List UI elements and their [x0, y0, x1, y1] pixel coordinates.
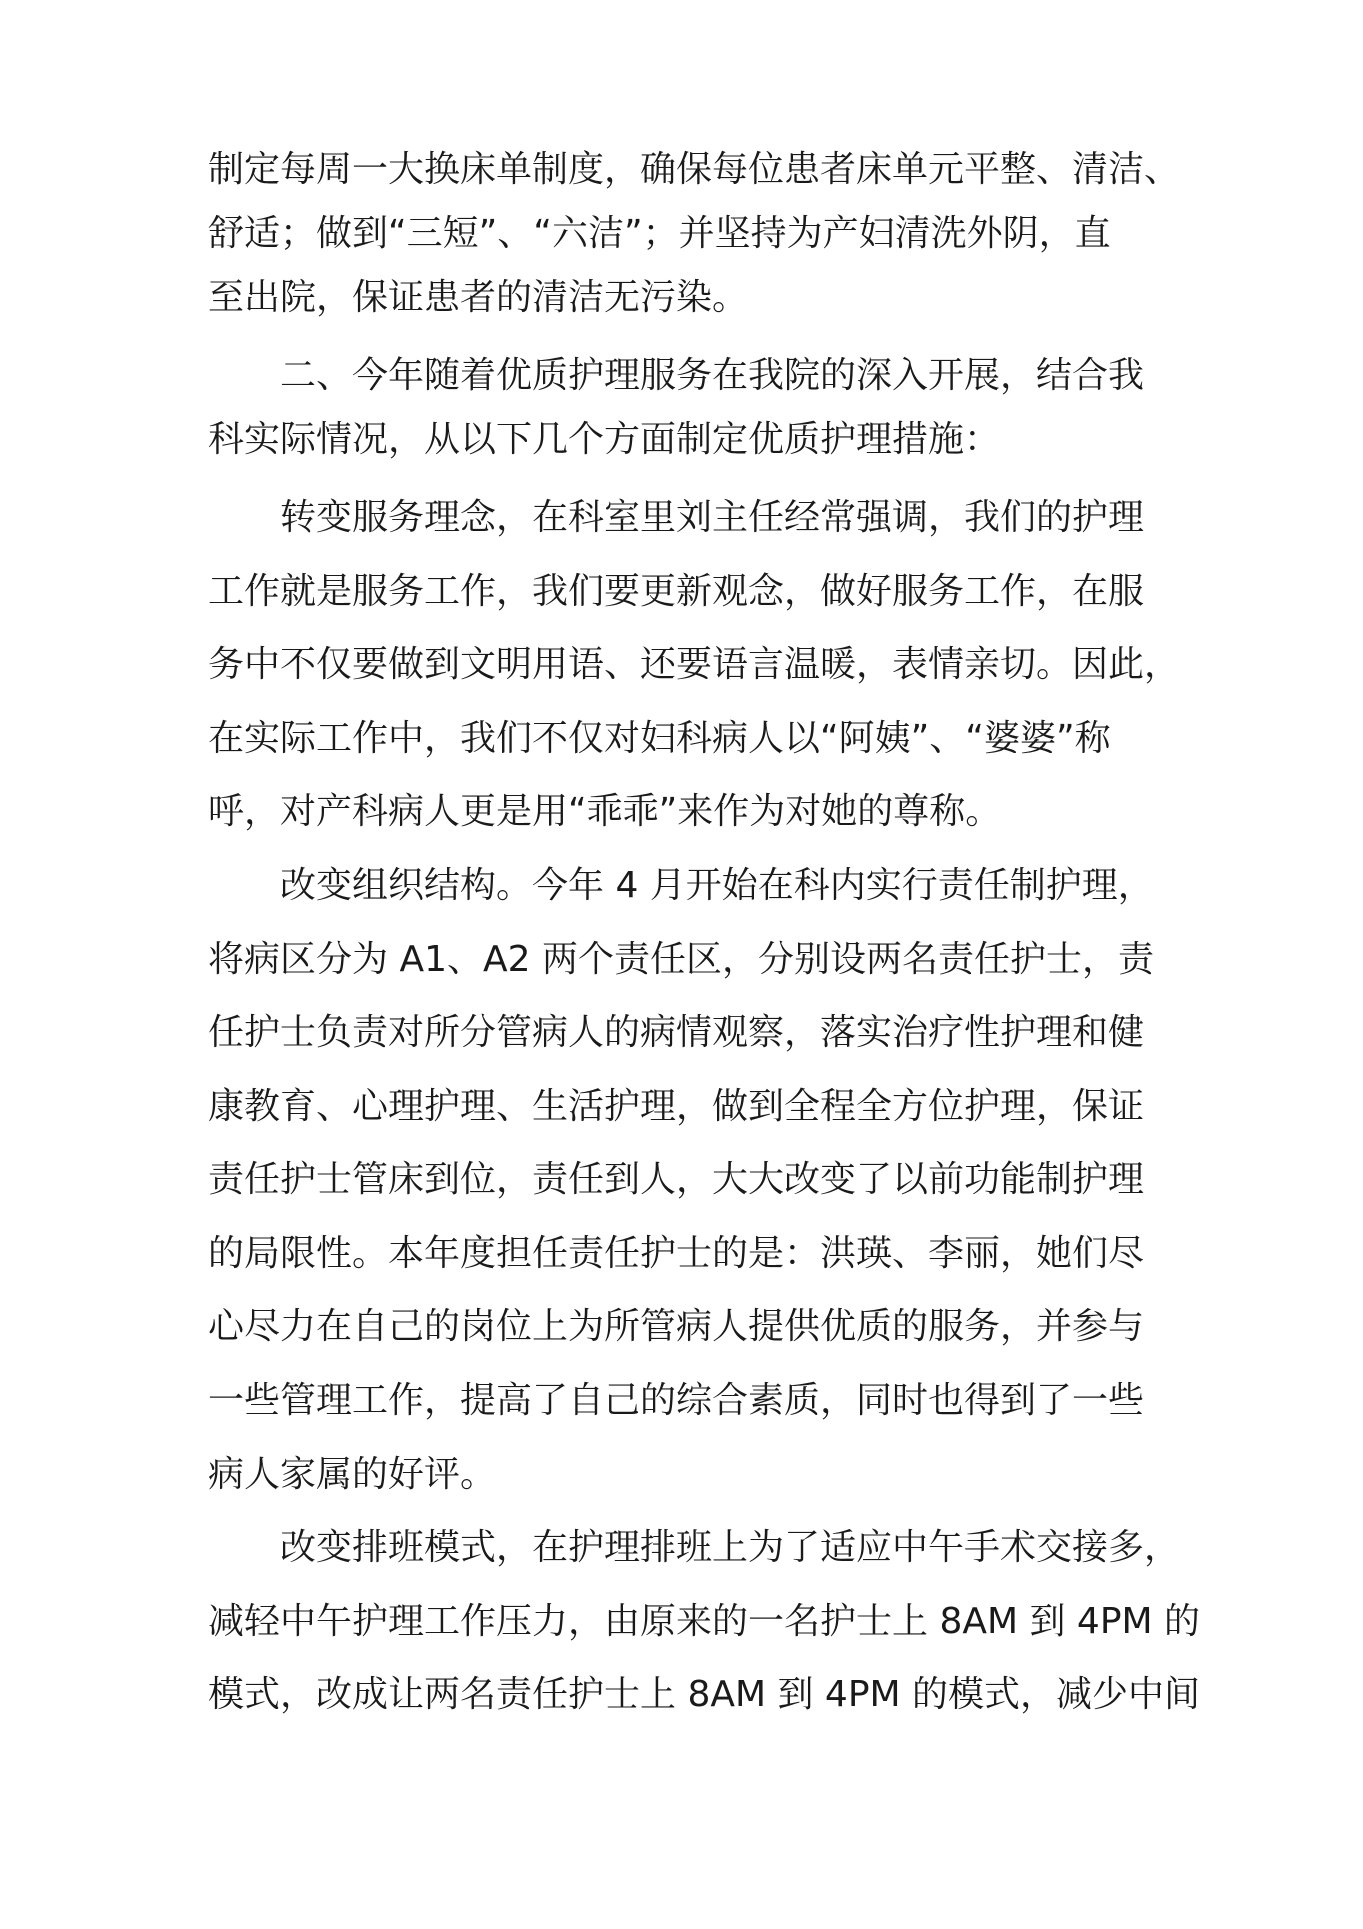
text-line: 的局限性。本年度担任责任护士的是：洪瑛、李丽，她们尽: [208, 1233, 1145, 1274]
text-line: 任护士负责对所分管病人的病情观察，落实治疗性护理和健: [208, 1012, 1145, 1053]
text-line: 模式，改成让两名责任护士上 8AM 到 4PM 的模式，减少中间: [208, 1674, 1201, 1715]
text-line: 心尽力在自己的岗位上为所管病人提供优质的服务，并参与: [208, 1306, 1145, 1347]
text-line: 减轻中午护理工作压力，由原来的一名护士上 8AM 到 4PM 的: [208, 1601, 1201, 1642]
text-line: 科实际情况，从以下几个方面制定优质护理措施：: [208, 419, 1001, 460]
text-line: 在实际工作中，我们不仅对妇科病人以“阿姨”、“婆婆”称: [208, 718, 1111, 759]
text-line: 病人家属的好评。: [208, 1454, 497, 1495]
text-line: 工作就是服务工作，我们要更新观念，做好服务工作，在服: [208, 571, 1145, 612]
paragraph-start-line: 改变组织结构。今年 4 月开始在科内实行责任制护理，: [280, 865, 1154, 906]
paragraph-start-line: 转变服务理念，在科室里刘主任经常强调，我们的护理: [280, 497, 1145, 538]
text-line: 责任护士管床到位，责任到人，大大改变了以前功能制护理: [208, 1159, 1145, 1200]
text-line: 制定每周一大换床单制度，确保每位患者床单元平整、清洁、: [208, 149, 1181, 190]
text-line: 务中不仅要做到文明用语、还要语言温暖，表情亲切。因此，: [208, 644, 1181, 685]
text-line: 舒适；做到“三短”、“六洁”；并坚持为产妇清洗外阴，直: [208, 213, 1111, 254]
text-line: 至出院，保证患者的清洁无污染。: [208, 277, 749, 318]
text-line: 将病区分为 A1、A2 两个责任区，分别设两名责任护士，责: [208, 939, 1154, 980]
text-line: 一些管理工作，提高了自己的综合素质，同时也得到了一些: [208, 1380, 1145, 1421]
paragraph-start-line: 改变排班模式，在护理排班上为了适应中午手术交接多，: [280, 1527, 1181, 1568]
text-line: 呼，对产科病人更是用“乖乖”来作为对她的尊称。: [208, 791, 1002, 832]
paragraph-start-line: 二、今年随着优质护理服务在我院的深入开展，结合我: [280, 355, 1145, 396]
text-line: 康教育、心理护理、生活护理，做到全程全方位护理，保证: [208, 1086, 1145, 1127]
